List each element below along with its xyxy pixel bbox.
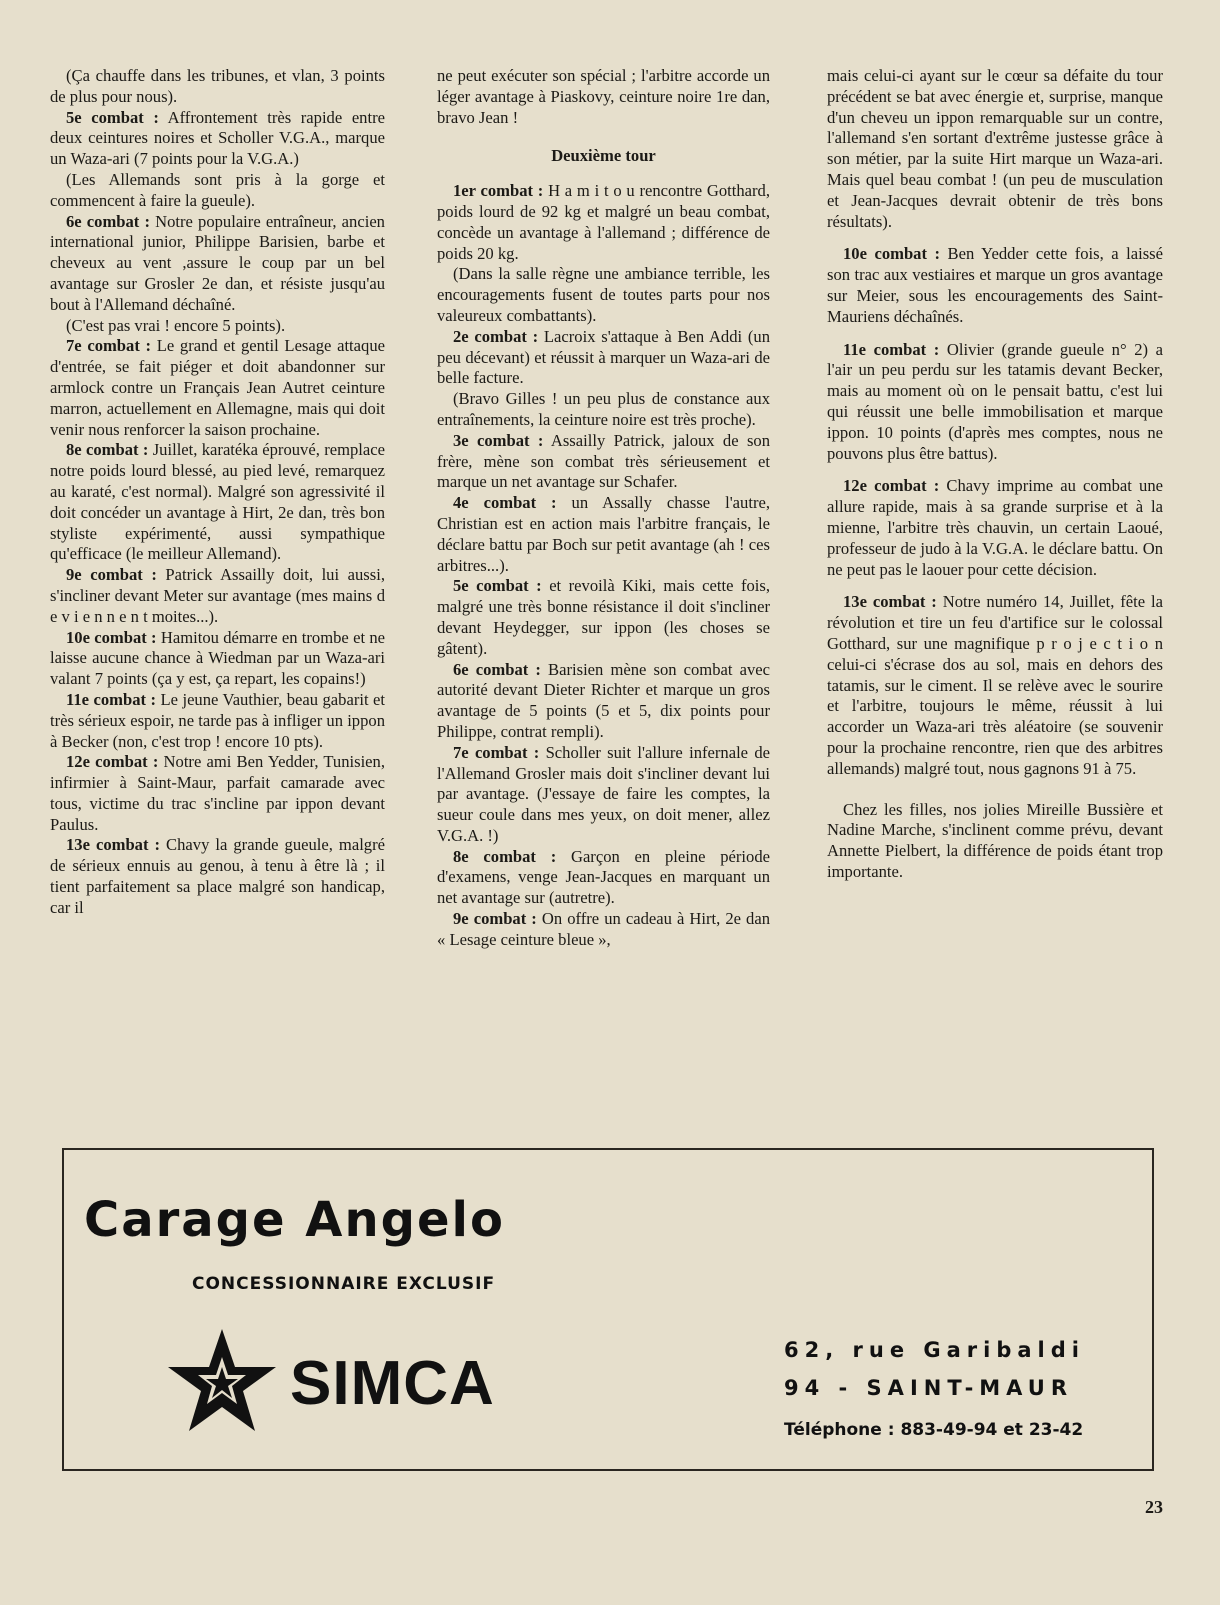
- paragraph-text: Scholler suit l'allure infernale de l'Allemand Grosler mais doit s'incliner devant lui par avantage. (J'essaye de faire les comptes, la sueur coule dans mes yeux, on doit mener, allez V.G.A. !): [437, 742, 770, 845]
- ad-address-city: 94 - SAINT-MAUR: [784, 1376, 1074, 1400]
- paragraph-text: et revoilà Kiki, mais cette fois, malgré une très bonne résistance il doit s'incliner devant Heydegger, sur ippon (les choses se gâtent).: [437, 576, 770, 658]
- paragraph: [827, 244, 1163, 327]
- simca-star-icon: [166, 1327, 278, 1439]
- paragraph-text: Hamitou démarre en trombe et ne laisse aucune chance à Wiedman par un Waza-ari valant 7 points (ça y est, ça repart, les copains!): [50, 627, 385, 689]
- paragraph: [50, 440, 385, 565]
- combat-label: 8e combat :: [453, 846, 557, 866]
- ad-phone: Téléphone : 883-49-94 et 23-42: [784, 1420, 1084, 1440]
- combat-label: 11e combat :: [843, 339, 940, 359]
- paragraph-text: Juillet, karatéka éprouvé, remplace notre poids lourd blessé, au pied levé, remarquez au karaté, c'est normal). Malgré son agressivité il doit concéder un avantage à Hirt, 2e dan, très bon styliste expérimenté, aussi sympathique qu'efficace (le meilleur Allemand).: [50, 440, 385, 564]
- paragraph: [50, 316, 385, 337]
- paragraph-text: (C'est pas vrai ! encore 5 points).: [66, 315, 286, 335]
- ad-subtitle: CONCESSIONNAIRE EXCLUSIF: [192, 1274, 496, 1294]
- paragraph: [437, 576, 770, 659]
- paragraph-text: Le grand et gentil Lesage attaque d'entrée, se fait piéger et doit abandonner sur armlock contre un Français Jean Autret ceinture marron, actuellement en Allemagne, mais qui doit venir nous renforcer la saison prochaine.: [50, 336, 385, 439]
- ad-brand-simca: SIMCA: [290, 1349, 495, 1418]
- paragraph-text: Ben Yedder cette fois, a laissé son trac aux vestiaires et marque un gros avantage sur Meier, sous les encouragements des Saint-Mauriens déchaînés.: [827, 244, 1163, 326]
- paragraph: [50, 565, 385, 627]
- combat-label: 11e combat :: [66, 689, 157, 709]
- paragraph: [437, 431, 770, 493]
- paragraph-text: (Bravo Gilles ! un peu plus de constance aux entraînements, la ceinture noire est très proche).: [437, 389, 770, 429]
- combat-label: 10e combat :: [843, 244, 941, 264]
- paragraph: [50, 66, 385, 108]
- paragraph-text: Assailly Patrick, jaloux de son frère, mène son combat très sérieusement et marque un net avantage sur Schafer.: [437, 430, 770, 492]
- article-column-3: [827, 66, 1163, 883]
- combat-label: 3e combat :: [453, 430, 544, 450]
- paragraph: [437, 909, 770, 951]
- paragraph: [437, 493, 770, 576]
- paragraph-text: On offre un cadeau à Hirt, 2e dan « Lesage ceinture bleue »,: [437, 909, 771, 949]
- paragraph: [827, 340, 1163, 465]
- paragraph: [437, 660, 770, 743]
- paragraph: [437, 389, 770, 431]
- paragraph: [50, 752, 385, 835]
- combat-label: 2e combat :: [453, 326, 539, 346]
- combat-label: 6e combat :: [66, 211, 150, 231]
- paragraph-text: Barisien mène son combat avec autorité devant Dieter Richter et marque un gros avantage de 5 points (5 et 5, dix points pour Philippe, contrat rempli).: [437, 659, 770, 741]
- combat-label: 9e combat :: [453, 909, 537, 929]
- combat-label: 9e combat :: [66, 565, 157, 585]
- paragraph-text: Lacroix s'attaque à Ben Addi (un peu décevant) et réussit à marquer un Waza-ari de belle facture.: [437, 326, 770, 388]
- paragraph: [437, 847, 770, 909]
- paragraph-text: Notre ami Ben Yedder, Tunisien, infirmier à Saint-Maur, parfait camarade avec tous, victime du trac s'incline par ippon devant Paulus.: [50, 752, 385, 834]
- paragraph-text: Chavy imprime au combat une allure rapide, mais à sa grande surprise et à la mienne, l'arbitre très chauvin, un certain Laoué, professeur de judo à la V.G.A. le déclare battu. On ne peut pas le laouer pour cette décision.: [827, 476, 1163, 579]
- paragraph-text: Affrontement très rapide entre deux ceintures noires et Scholler V.G.A., marque un Waza-ari (7 points pour la V.G.A.): [50, 107, 385, 169]
- article-column-2: [437, 66, 770, 951]
- paragraph-text: un Assally chasse l'autre, Christian est en action mais l'arbitre français, le déclare battu par Boch sur petit avantage (ah ! ces arbitres...).: [437, 493, 770, 575]
- ad-address-street: 62, rue Garibaldi: [784, 1338, 1085, 1362]
- combat-label: 13e combat :: [843, 592, 937, 612]
- page-number: 23: [1145, 1497, 1163, 1517]
- paragraph: [437, 181, 770, 264]
- combat-label: 8e combat :: [66, 440, 149, 460]
- paragraph-text: Notre populaire entraîneur, ancien international junior, Philippe Barisien, barbe et cheveux au vent ,assure le coup par un bel avantage sur Grosler 2e dan, et résiste jusqu'au bout à l'Allemand déchaîné.: [50, 211, 385, 314]
- paragraph: [827, 476, 1163, 580]
- ad-garage-name: Carage Angelo: [84, 1192, 505, 1248]
- paragraph-text: Patrick Assailly doit, lui aussi, s'incliner devant Meter sur avantage (mes mains d e v i e n n e n t moites...).: [50, 565, 385, 626]
- paragraph-text: (Ça chauffe dans les tribunes, et vlan, 3 points de plus pour nous).: [50, 66, 385, 106]
- paragraph: [50, 835, 385, 918]
- paragraph-text: Olivier (grande gueule n° 2) a l'air un peu perdu sur les tatamis devant Becker, mais au moment où on le pensait battu, c'est lui qui réussit une belle immobilisation et marque ippon. 10 points (d'après mes comptes, nous ne pouvons plus être battus).: [827, 339, 1163, 463]
- paragraph: [437, 264, 770, 326]
- paragraph: [50, 212, 385, 316]
- section-heading-deuxieme-tour: Deuxième tour: [551, 146, 656, 166]
- paragraph: [50, 170, 385, 212]
- paragraph: [50, 336, 385, 440]
- combat-label: 4e combat :: [453, 493, 557, 513]
- paragraph-text: Chavy la grande gueule, malgré de sérieux ennuis au genou, à tenu à être là ; il tient parfaitement sa place malgré son handicap, car il: [50, 835, 385, 917]
- combat-label: 7e combat :: [66, 336, 152, 356]
- combat-label: 5e combat :: [66, 107, 159, 127]
- combat-label: 5e combat :: [453, 576, 542, 596]
- article-column-1: [50, 66, 385, 919]
- paragraph: [50, 690, 385, 752]
- paragraph-text: H a m i t o u rencontre Gotthard, poids lourd de 92 kg et malgré un beau combat, concède un avantage à l'allemand ; différence de poids 20 kg.: [437, 181, 770, 263]
- column-2-body: [437, 181, 770, 950]
- combat-label: 7e combat :: [453, 742, 540, 762]
- paragraph: [437, 743, 770, 847]
- combat-label: 12e combat :: [66, 752, 159, 772]
- paragraph: [50, 628, 385, 690]
- combat-label: 6e combat :: [453, 659, 541, 679]
- paragraph-text: Notre numéro 14, Juillet, fête la révolution et tire un feu d'artifice sur le colossal Gotthard, sur une magnifique p r o j e c t i o n celui-ci s'écrase dos au sol, mais en dehors des tatamis, sur le ciment. Il se relève avec le sourire et l'arbitre, toujours le même, réussit à lui accorder un Waza-ari très aléatoire (se souvenir pour la prochaine rencontre, rien que des arbitres allemands) malgré tout, nous gagnons 91 à 75.: [827, 592, 1163, 778]
- column-3-body: [827, 244, 1163, 779]
- paragraph: [827, 592, 1163, 779]
- paragraph-text: Le jeune Vauthier, beau gabarit et très sérieux espoir, ne tarde pas à infliger un ippon à Becker (non, c'est trop ! encore 10 pts).: [50, 689, 385, 751]
- paragraph-text: (Les Allemands sont pris à la gorge et commencent à faire la gueule).: [50, 169, 385, 210]
- paragraph: [50, 108, 385, 170]
- column-3-outro: Chez les filles, nos jolies Mireille Bussière et Nadine Marche, s'inclinent comme prévu, devant Annette Pielbert, la différence de poids étant trop importante.: [827, 799, 1163, 881]
- combat-label: 13e combat :: [66, 835, 161, 855]
- combat-label: 1er combat :: [453, 181, 544, 201]
- combat-label: 12e combat :: [843, 476, 940, 496]
- column-2-intro: ne peut exécuter son spécial ; l'arbitre accorde un léger avantage à Piaskovy, ceinture noire 1re dan, bravo Jean !: [437, 66, 770, 127]
- paragraph-text: (Dans la salle règne une ambiance terrible, les encouragements fusent de toutes parts pour nos valeureux combattants).: [437, 264, 770, 325]
- paragraph-text: Garçon en pleine période d'examens, venge Jean-Jacques en marquant un net avantage sur (autretre).: [437, 846, 770, 908]
- paragraph: [437, 327, 770, 389]
- column-3-intro: mais celui-ci ayant sur le cœur sa défaite du tour précédent se bat avec énergie et, surprise, manque d'un cheveu un ippon remarquable sur un contre, l'allemand s'en sortant d'extrême justesse grâce à son métier, par la suite Hirt marque un Waza-ari. Mais quel beau combat ! (un peu de musculation et Jean-Jacques devrait obtenir de très bons résultats).: [827, 66, 1163, 231]
- advertisement-garage-angelo: [62, 1148, 1154, 1471]
- combat-label: 10e combat :: [66, 627, 157, 647]
